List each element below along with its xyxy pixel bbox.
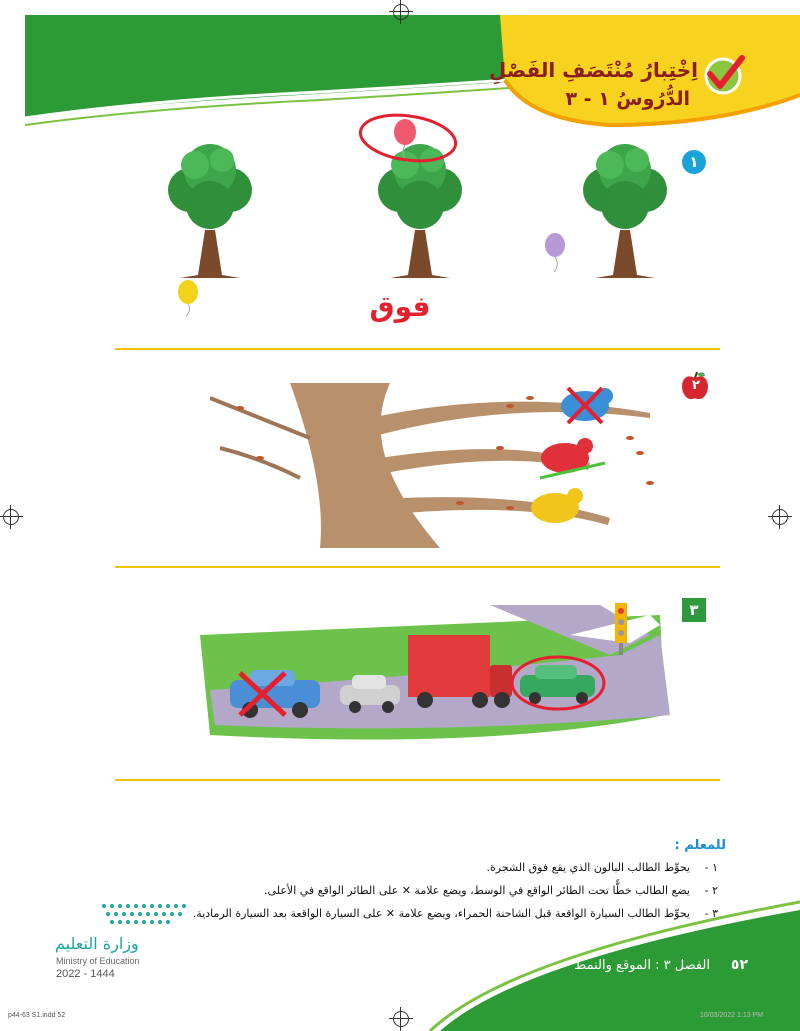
teacher-note-item: [198, 861, 718, 874]
page-title: اِخْتِبارُ مُنْتَصَفِ الفَصْلِ: [488, 58, 698, 82]
divider: [115, 348, 720, 350]
registration-mark-top: [393, 4, 409, 20]
teacher-note-text: يحوِّط الطالب البالون الذي يقع فوق الشجرة.: [486, 861, 690, 874]
teacher-note-number: ٢ -: [704, 884, 718, 897]
teacher-note-number: ٣ -: [704, 907, 718, 920]
chapter-title: الفصل ٣ : الموقع والنمط: [574, 958, 710, 973]
teacher-note-number: ١ -: [704, 861, 718, 874]
ministry-name-en: Ministry of Education: [56, 956, 140, 966]
page-subtitle: الدُّرُوسُ ١ - ٣: [565, 88, 690, 110]
registration-mark-right: [772, 509, 788, 525]
teacher-note-text: يحوِّط الطالب السيارة الواقعة قبل الشاحنة الحمراء، ويضع علامة ✕ على السيارة الواقعة بعد السيارة الرمادية.: [192, 907, 690, 920]
page-number: ٥٢: [730, 957, 748, 973]
slug-file: p44-63 S1.indd 52: [8, 1012, 66, 1019]
exercise-number-badge: ٣: [682, 598, 706, 622]
slug-date: 10/03/2022 1:13 PM: [700, 1012, 764, 1019]
teacher-note-item: [158, 884, 718, 897]
registration-mark-left: [3, 509, 19, 525]
road-cars-illustration: [190, 595, 670, 755]
trees-illustration: [150, 110, 680, 320]
checkmark-icon: [700, 52, 746, 98]
exercise-number-badge: ٢: [692, 378, 700, 393]
answer-word: فوق: [369, 290, 431, 323]
divider: [115, 779, 720, 781]
ministry-name-ar: وزارة التعليم: [55, 934, 139, 953]
branch-birds-illustration: [210, 378, 670, 548]
teacher-notes-heading: للمعلم :: [674, 838, 726, 853]
divider: [115, 566, 720, 568]
teacher-note-text: يضع الطالب خطًّا تحت الطائر الواقع في الوسط، ويضع علامة ✕ على الطائر الواقع في الأعلى.: [264, 884, 690, 897]
exercise-number-badge: ١: [682, 150, 706, 174]
ministry-year: 2022 - 1444: [56, 968, 115, 980]
